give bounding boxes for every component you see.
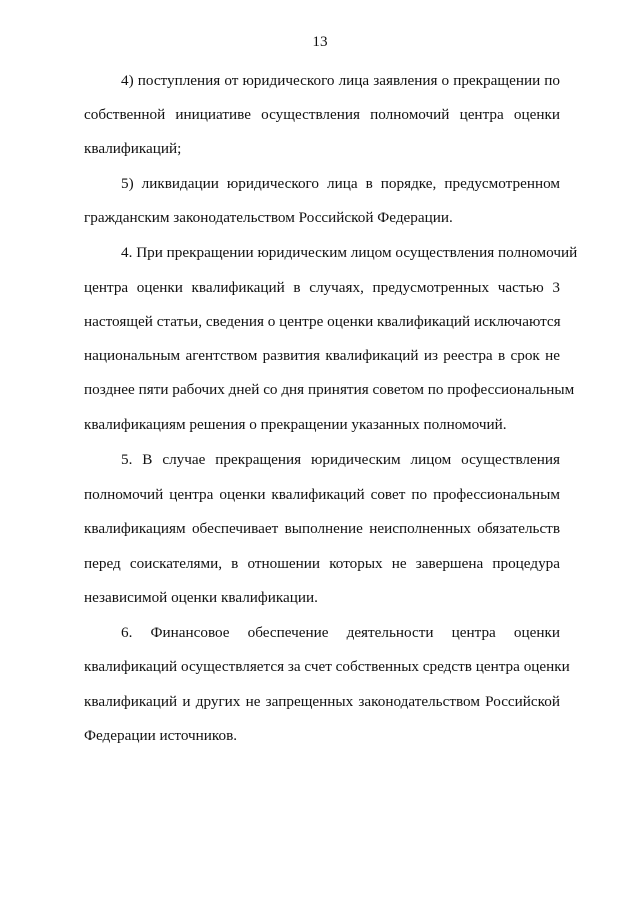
paragraph-line: квалификаций осуществляется за счет собственных средств центра оценки (84, 658, 570, 675)
paragraph-line: настоящей статьи, сведения о центре оценки квалификаций исключаются (84, 313, 561, 330)
paragraph-line: перед соискателями, в отношении которых не завершена процедура (84, 555, 560, 572)
paragraph-line: 4. При прекращении юридическим лицом осуществления полномочий (121, 244, 578, 261)
paragraph-line: 5) ликвидации юридического лица в порядке, предусмотренном (121, 175, 560, 192)
paragraph-line: Федерации источников. (84, 727, 238, 744)
paragraph-line: квалификациям решения о прекращении указанных полномочий. (84, 416, 507, 433)
paragraph-line: полномочий центра оценки квалификаций совет по профессиональным (84, 486, 560, 503)
paragraph-line: 5. В случае прекращения юридическим лицом осуществления (121, 451, 560, 468)
paragraph-line: гражданским законодательством Российской Федерации. (84, 209, 453, 226)
paragraph-line: квалификаций и других не запрещенных законодательством Российской (84, 693, 560, 710)
paragraph-line: квалификациям обеспечивает выполнение неисполненных обязательств (84, 520, 560, 537)
page-number: 13 (312, 33, 328, 50)
paragraph-line: собственной инициативе осуществления полномочий центра оценки (84, 106, 560, 123)
paragraph-line: 6. Финансовое обеспечение деятельности центра оценки (121, 624, 560, 641)
paragraph-line: центра оценки квалификаций в случаях, предусмотренных частью 3 (84, 279, 560, 296)
paragraph-line: национальным агентством развития квалификаций из реестра в срок не (84, 347, 560, 364)
paragraph-line: 4) поступления от юридического лица заявления о прекращении по (121, 72, 560, 89)
paragraph-line: квалификаций; (84, 140, 182, 157)
paragraph-line: независимой оценки квалификации. (84, 589, 318, 606)
paragraph-line: позднее пяти рабочих дней со дня принятия советом по профессиональным (84, 381, 575, 398)
